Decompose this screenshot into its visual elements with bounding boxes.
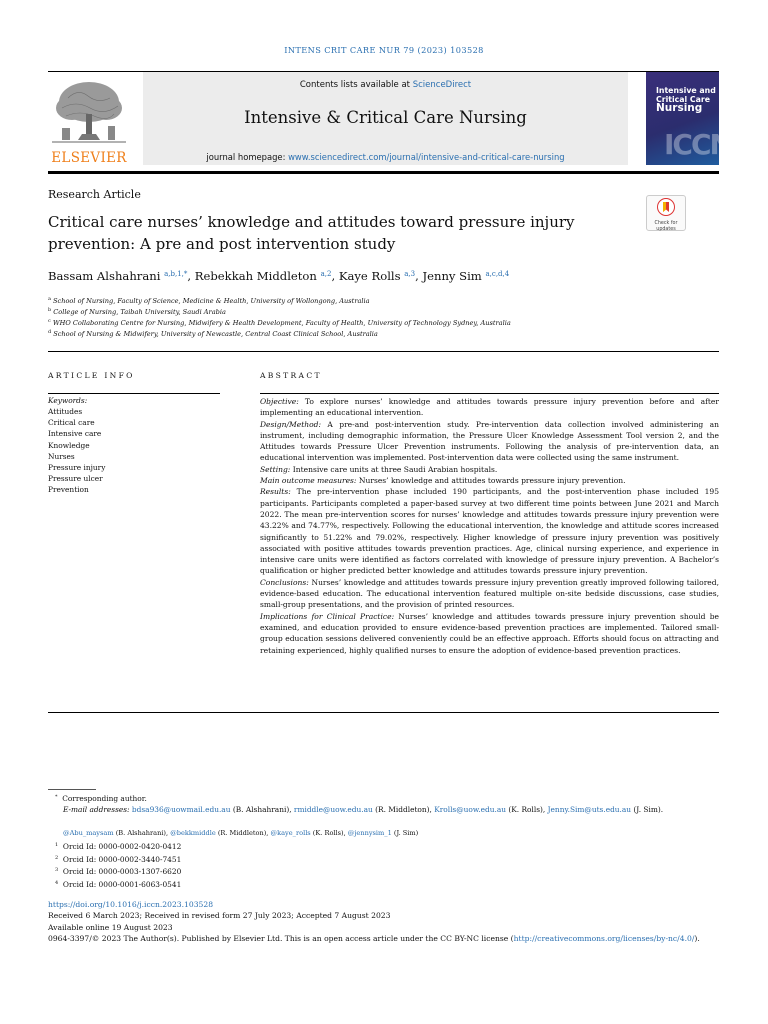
handle-owner: (K. Rolls),	[310, 829, 348, 837]
keywords-list	[48, 406, 105, 496]
keywords-label: Keywords:	[48, 396, 88, 405]
abstract-section	[260, 611, 719, 656]
front-matter-rule	[48, 351, 719, 352]
affiliation	[48, 307, 226, 316]
orcid-item	[55, 878, 181, 891]
keyword: Pressure injury	[48, 463, 106, 473]
abstract-section	[260, 419, 719, 464]
handle-link[interactable]: @bekkmiddle	[170, 829, 216, 837]
handle-link[interactable]: @kaye_rolls	[270, 829, 311, 837]
email-link[interactable]: rmiddle@uow.edu.au	[293, 805, 373, 814]
keyword: Pressure ulcer	[48, 474, 103, 484]
running-header: INTENS CRIT CARE NUR 79 (2023) 103528	[284, 45, 484, 55]
article-type: Research Article	[48, 188, 141, 201]
abstract-section-text: To explore nurses’ knowledge and attitudes towards pressure injury prevention before and after implementing an educational intervention.	[260, 397, 719, 418]
check-updates-label-2: updates	[656, 226, 676, 232]
keyword: Intensive care	[48, 429, 102, 439]
article-info-heading: ARTICLE INFO	[48, 371, 135, 380]
check-for-updates-button[interactable]	[646, 195, 686, 231]
article-title-line1: Critical care nurses’ knowledge and attitudes toward pressure injury	[48, 213, 575, 231]
handle-owner: (J. Sim)	[391, 829, 419, 837]
sciencedirect-link[interactable]: ScienceDirect	[412, 80, 472, 90]
footnote-rule	[48, 789, 96, 790]
keyword: Nurses	[48, 451, 75, 461]
abstract-section-text: The pre-intervention phase included 190 participants, and the post-intervention phase included 195 participants. Participants completed a paper-based survey at two different time points between June 2021 and March 2022. The mean pre-intervention scores for nurses’ knowledge and attitudes towards pressure injury prevention were 43.22% and 74.77%, respectively. Following the educational intervention, the knowledge and attitude scores increased significantly to 51.22% and 79.02%, respectively. Higher knowledge of pressure injury prevention was positively associated with positive attitudes towards prevention practices. Age, clinical nursing experience, and experience in intensive care units were identified as factors correlated with knowledge of pressure injury prevention. A Bachelor’s qualification or higher predicted better knowledge and attitudes towards pressure injury prevention.	[260, 487, 719, 576]
abstract-heading: ABSTRACT	[260, 371, 322, 380]
abstract-section-text: Intensive care units at three Saudi Arabian hospitals.	[290, 464, 498, 474]
cover-letters: ICCN	[664, 128, 731, 161]
abstract-section-label: Results:	[260, 487, 291, 497]
contents-prefix: Contents lists available at	[299, 80, 413, 90]
elsevier-wordmark: ELSEVIER	[51, 150, 127, 166]
author-affiliation-marks[interactable]: a,c,d,4	[485, 270, 510, 278]
keyword: Critical care	[48, 418, 95, 428]
check-updates-label	[647, 221, 685, 232]
abstract-section	[260, 475, 719, 486]
handle-link[interactable]: @Abu_maysam	[63, 829, 114, 837]
abstract-section	[260, 396, 719, 419]
article-title-line2: prevention: A pre and post intervention study	[48, 235, 396, 253]
abstract-section-label: Implications for Clinical Practice:	[260, 611, 395, 621]
article-info-rule	[48, 393, 220, 394]
orcid-mark: 3	[55, 867, 59, 874]
abstract-section-label: Setting:	[260, 464, 291, 474]
abstract-section-label: Conclusions:	[260, 577, 309, 587]
abstract-section-text: Nurses’ knowledge and attitudes towards pressure injury prevention greatly improved following tailored, evidence-based education. The educational intervention featured multiple on-site bedside discussions, case studies, small-group presentations, and the provision of printed resources.	[260, 577, 719, 610]
keyword: Knowledge	[48, 440, 90, 450]
author-name: Jenny Sim	[422, 269, 482, 283]
masthead-bottom-rule	[48, 171, 719, 174]
license-suffix: ).	[694, 933, 700, 943]
email-link[interactable]: Jenny.Sim@uts.edu.au	[547, 805, 632, 814]
affiliation-mark: c	[48, 318, 51, 324]
check-updates-label-1: Check for	[654, 221, 678, 226]
email-owner: (R. Middleton),	[372, 805, 435, 814]
orcid-text: Orcid Id: 0000-0002-0420-0412	[62, 842, 182, 851]
affiliation	[48, 318, 511, 327]
abstract-section-text: Nurses’ knowledge and attitudes towards pressure injury prevention should be examined, and education provided to ensure evidence-based prevention practices are implemented. Tailored small-group education sessions delivered conveniently could be an effective approach. Efforts should focus on attracting and retaining experienced, highly qualified nurses to ensure the adoption of evidence-based prevention practices.	[260, 611, 720, 655]
orcid-mark: 2	[55, 854, 59, 861]
abstract-section	[260, 464, 719, 475]
doi-link[interactable]: https://doi.org/10.1016/j.iccn.2023.103528	[48, 900, 214, 909]
affiliation-text: WHO Collaborating Centre for Nursing, Midwifery & Health Development, Faculty of Health, University of Technology Sydney, Australia	[52, 319, 511, 327]
license-link[interactable]: http://creativecommons.org/licenses/by-nc/4.0/	[513, 933, 695, 943]
orcid-item	[55, 840, 181, 853]
orcid-mark: 4	[55, 879, 59, 886]
handle-owner: (R. Middleton),	[215, 829, 271, 837]
affiliation-mark: d	[48, 329, 52, 335]
affiliation	[48, 296, 370, 305]
abstract-section-label: Main outcome measures:	[260, 476, 357, 486]
journal-homepage	[143, 152, 628, 162]
license-prefix: 0964-3397/© 2023 The Author(s). Published by Elsevier Ltd. This is an open access article under the CC BY-NC license (	[48, 933, 514, 943]
orcid-list	[55, 840, 181, 890]
author-name: Rebekkah Middleton	[194, 269, 317, 283]
corresponding-text: Corresponding author.	[62, 794, 147, 803]
affiliation-mark: b	[48, 307, 52, 313]
publication-info	[48, 899, 719, 944]
author-affiliation-marks[interactable]: a,3	[404, 270, 416, 278]
email-addresses	[48, 804, 719, 816]
author-name: Bassam Alshahrani	[48, 269, 161, 283]
available-online: Available online 19 August 2023	[48, 922, 173, 932]
handle-owner: (B. Alshahrani),	[113, 829, 171, 837]
orcid-text: Orcid Id: 0000-0002-3440-7451	[62, 854, 182, 864]
corresponding-note	[55, 792, 147, 805]
cover-title-line3: Nursing	[656, 102, 703, 114]
affiliation-mark: a	[48, 296, 51, 302]
affiliation-text: School of Nursing, Faculty of Science, Medicine & Health, University of Wollongong, Australia	[52, 297, 370, 305]
elsevier-tree-logo	[48, 78, 130, 150]
abstract-section	[260, 577, 719, 611]
orcid-item	[55, 865, 181, 878]
cover-title-line1: Intensive and	[656, 86, 716, 95]
affiliation-text: College of Nursing, Taibah University, Saudi Arabia	[53, 308, 226, 316]
email-owner: (B. Alshahrani),	[230, 805, 294, 814]
abstract-rule	[260, 393, 719, 394]
abstract-bottom-rule	[48, 712, 719, 713]
email-owner: (J. Sim).	[631, 805, 664, 814]
abstract-section	[260, 486, 719, 576]
corresponding-mark: *	[55, 794, 58, 800]
cover-title-line2: Critical Care	[656, 95, 711, 104]
email-link[interactable]: bdsa936@uowmail.edu.au	[131, 805, 231, 814]
homepage-link[interactable]: www.sciencedirect.com/journal/intensive-and-critical-care-nursing	[288, 152, 565, 162]
check-updates-icon	[657, 198, 675, 216]
author-affiliation-marks[interactable]: a,b,1,*	[164, 270, 188, 278]
abstract-section-label: Objective:	[260, 397, 299, 406]
email-link[interactable]: Krolls@uow.edu.au	[434, 805, 507, 814]
email-owner: (K. Rolls),	[506, 805, 548, 814]
keyword: Attitudes	[48, 407, 83, 416]
article-title	[48, 211, 608, 255]
orcid-item	[55, 853, 181, 866]
contents-line	[143, 80, 628, 90]
author-name: Kaye Rolls	[338, 269, 401, 283]
orcid-text: Orcid Id: 0000-0003-1307-6620	[62, 867, 182, 877]
received-dates: Received 6 March 2023; Received in revised form 27 July 2023; Accepted 7 August 2023	[48, 911, 391, 921]
abstract-section-label: Design/Method:	[260, 419, 322, 429]
affiliation-text: School of Nursing & Midwifery, University of Newcastle, Central Coast Clinical School, Australia	[53, 330, 378, 338]
orcid-text: Orcid Id: 0000-0001-6063-0541	[62, 879, 182, 889]
orcid-mark: 1	[55, 842, 59, 848]
abstract-section-text: Nurses’ knowledge and attitudes towards pressure injury prevention.	[356, 476, 626, 486]
cover-title	[656, 86, 716, 113]
author-affiliation-marks[interactable]: a,2	[320, 270, 332, 278]
author-list: Bassam Alshahrani $^{a,b,1,*}$, Rebekkah Middleton $^{a,2}$, Kaye Rolls $^{a,3}$, Jenny Sim $^{a,c,d,4}$	[48, 269, 510, 283]
email-label: E-mail addresses:	[63, 805, 130, 814]
affiliation	[48, 329, 378, 338]
abstract-section-text: A pre-and post-intervention study. Pre-intervention data collection involved administering an instrument, including demographic information, the Pressure Ulcer Knowledge Assessment Tool version 2, and the Attitudes towards Pressure Ulcer Prevention instruments. Following the analysis of pre-intervention data, an educational intervention was implemented. Post-intervention data were collected using the same instrument.	[260, 419, 719, 463]
license-text	[48, 933, 719, 944]
social-handles	[63, 828, 418, 840]
journal-title: Intensive & Critical Care Nursing	[244, 108, 527, 127]
keyword: Prevention	[48, 485, 89, 495]
homepage-prefix: journal homepage:	[206, 152, 289, 162]
abstract-body	[260, 396, 719, 656]
journal-cover	[646, 72, 731, 165]
handle-link[interactable]: @jennysim_1	[347, 829, 392, 837]
